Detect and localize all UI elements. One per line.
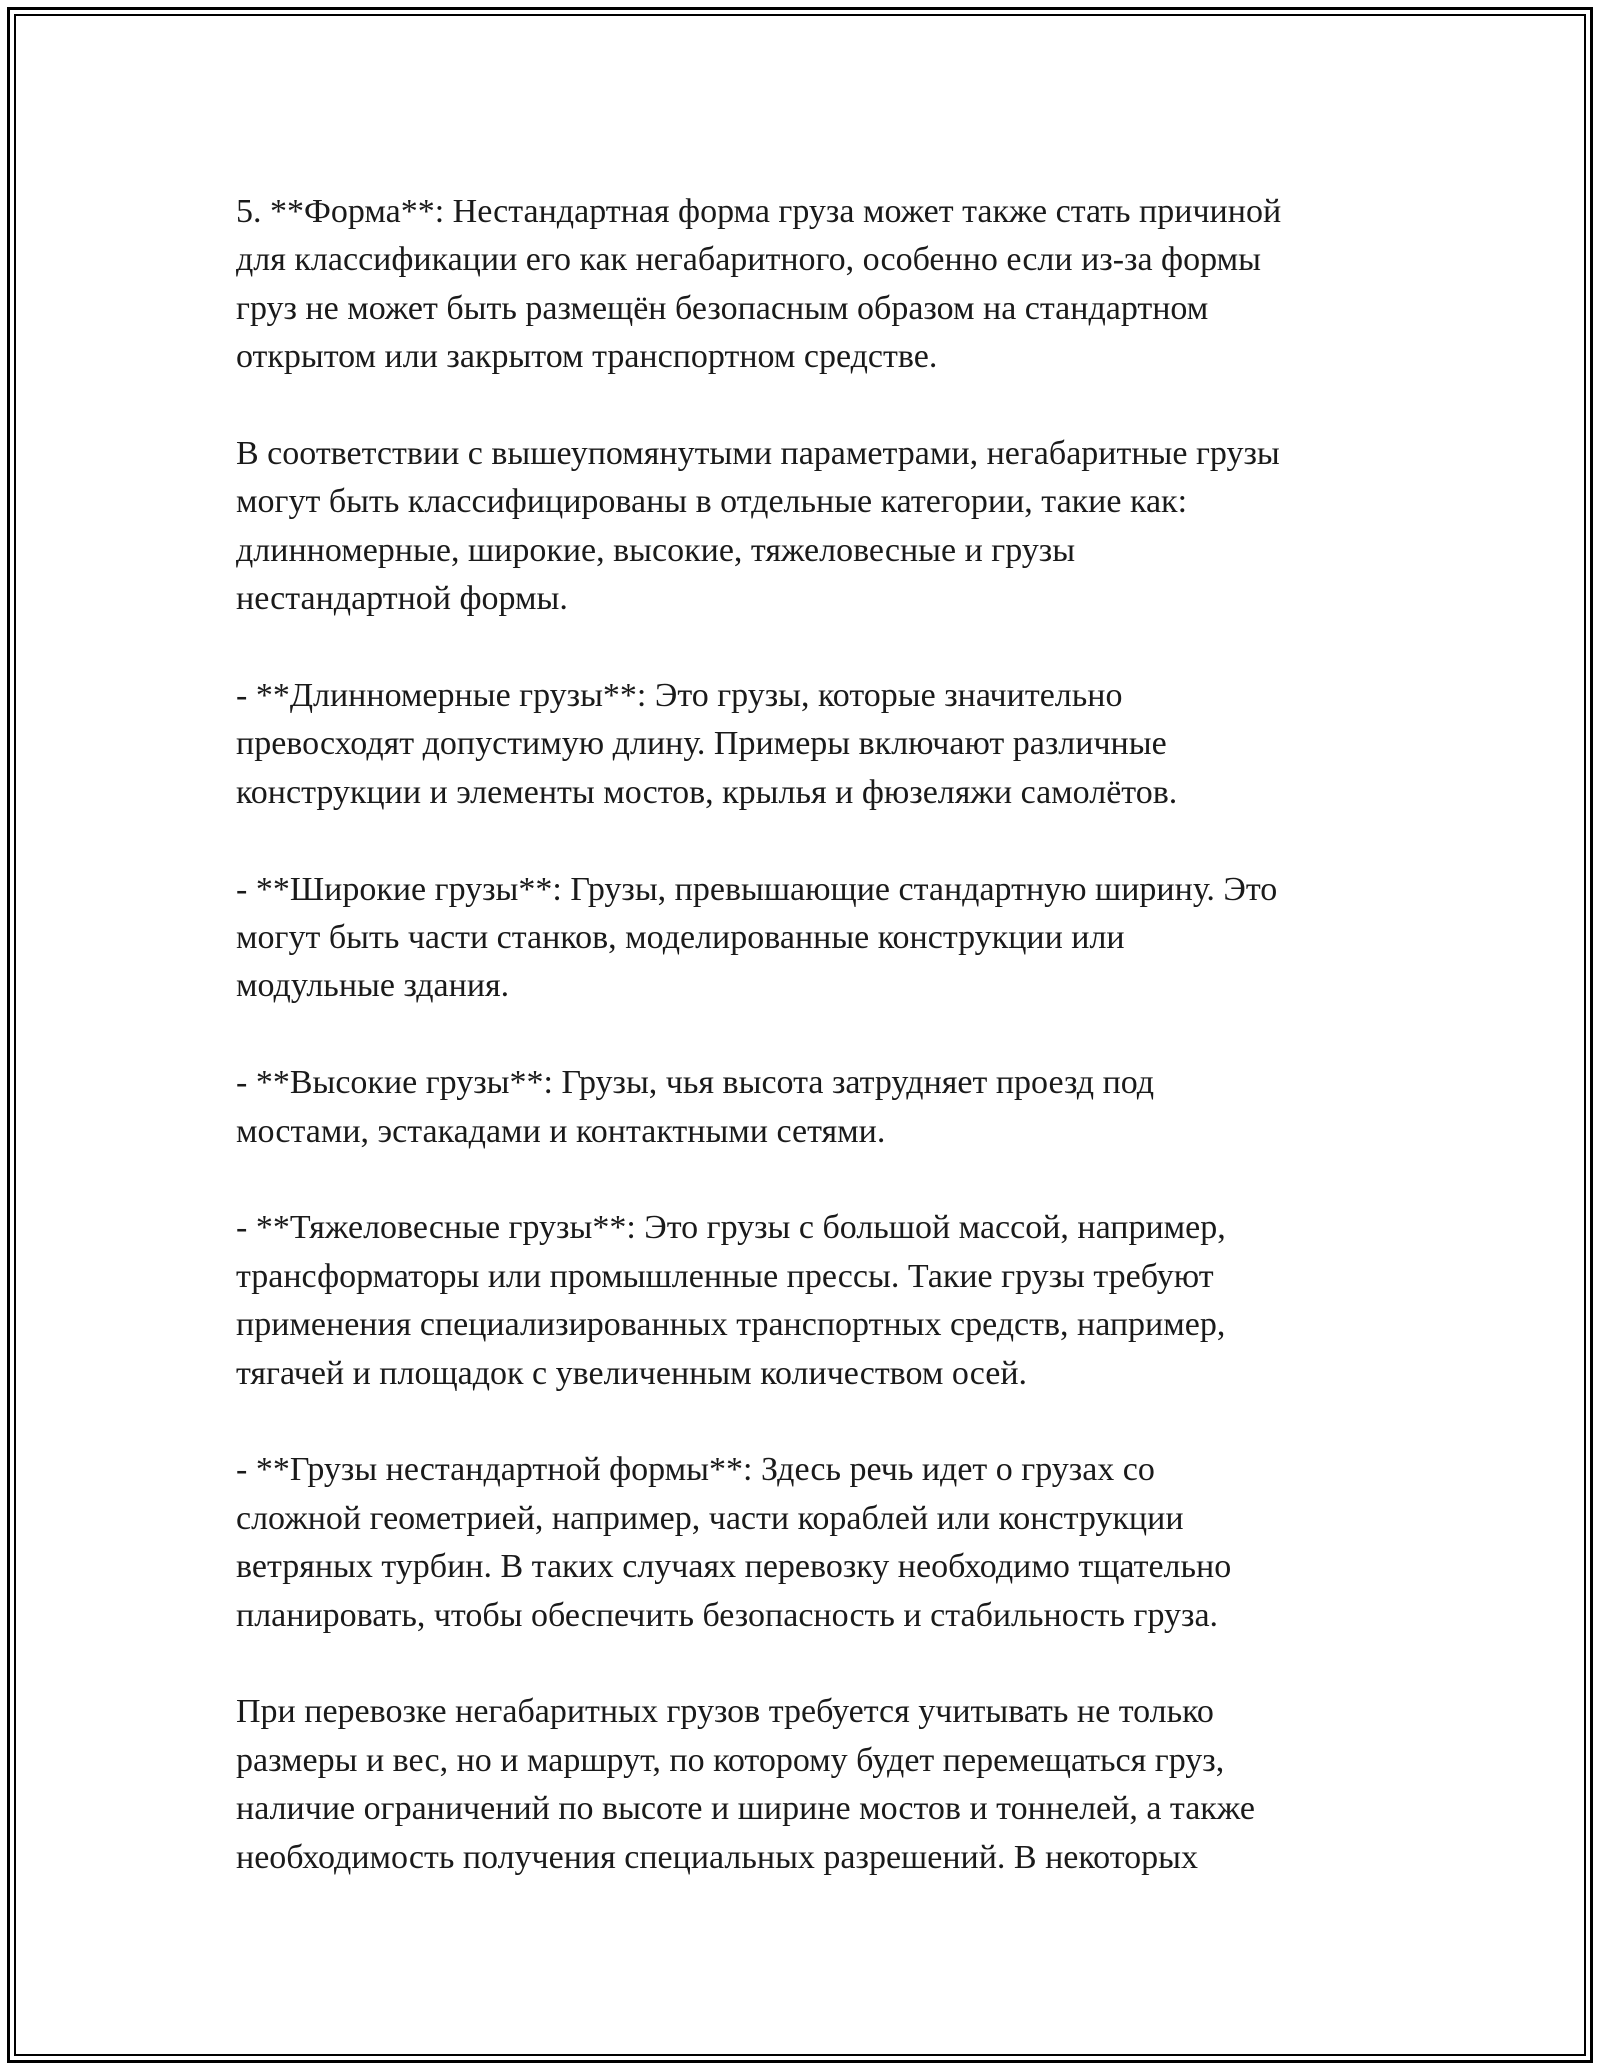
text-line: В соответствии с вышеупомянутыми параметрами, негабаритные грузы bbox=[236, 435, 1280, 473]
paragraph-irregular-cargo bbox=[236, 1446, 1386, 1640]
text-line: нестандартной формы. bbox=[236, 580, 568, 618]
text-line: могут быть классифицированы в отдельные категории, такие как: bbox=[236, 483, 1188, 521]
text-line: тягачей и площадок с увеличенным количеством осей. bbox=[236, 1354, 1028, 1392]
text-line: открытом или закрытом транспортном средстве. bbox=[236, 338, 938, 376]
text-line: ветряных турбин. В таких случаях перевозку необходимо тщательно bbox=[236, 1548, 1232, 1586]
text-line: - **Тяжеловесные грузы**: Это грузы с большой массой, например, bbox=[236, 1209, 1226, 1247]
paragraph-transport-requirements bbox=[236, 1688, 1386, 1882]
text-line: сложной геометрией, например, части кораблей или конструкции bbox=[236, 1499, 1184, 1537]
text-line: могут быть части станков, моделированные конструкции или bbox=[236, 919, 1125, 957]
text-line: планировать, чтобы обеспечить безопасность и стабильность груза. bbox=[236, 1596, 1219, 1634]
paragraph-tall-cargo bbox=[236, 1059, 1386, 1156]
text-line: длинномерные, широкие, высокие, тяжеловесные и грузы bbox=[236, 531, 1076, 569]
text-line: трансформаторы или промышленные прессы. Такие грузы требуют bbox=[236, 1257, 1214, 1295]
text-line: - **Длинномерные грузы**: Это грузы, которые значительно bbox=[236, 677, 1123, 715]
text-line: груз не может быть размещён безопасным образом на стандартном bbox=[236, 289, 1209, 327]
text-line: необходимость получения специальных разрешений. В некоторых bbox=[236, 1838, 1198, 1876]
text-line: конструкции и элементы мостов, крылья и фюзеляжи самолётов. bbox=[236, 773, 1178, 811]
paragraph-long-cargo bbox=[236, 672, 1386, 817]
document-body bbox=[236, 188, 1386, 1882]
text-line: мостами, эстакадами и контактными сетями. bbox=[236, 1112, 886, 1150]
text-line: При перевозке негабаритных грузов требуется учитывать не только bbox=[236, 1693, 1214, 1731]
paragraph-shape bbox=[236, 188, 1386, 382]
text-line: модульные здания. bbox=[236, 967, 510, 1005]
text-line: - **Высокие грузы**: Грузы, чья высота затрудняет проезд под bbox=[236, 1064, 1155, 1102]
text-line: наличие ограничений по высоте и ширине мостов и тоннелей, а также bbox=[236, 1790, 1255, 1828]
paragraph-heavy-cargo bbox=[236, 1204, 1386, 1398]
text-line: превосходят допустимую длину. Примеры включают различные bbox=[236, 725, 1167, 763]
paragraph-categories-intro bbox=[236, 430, 1386, 624]
text-line: - **Широкие грузы**: Грузы, превышающие стандартную ширину. Это bbox=[236, 870, 1278, 908]
text-line: для классификации его как негабаритного, особенно если из-за формы bbox=[236, 241, 1261, 279]
text-line: применения специализированных транспортных средств, например, bbox=[236, 1306, 1226, 1344]
paragraph-wide-cargo bbox=[236, 866, 1386, 1011]
text-line: 5. **Форма**: Нестандартная форма груза может также стать причиной bbox=[236, 193, 1282, 230]
text-line: - **Грузы нестандартной формы**: Здесь речь идет о грузах со bbox=[236, 1451, 1155, 1489]
text-line: размеры и вес, но и маршрут, по которому будет перемещаться груз, bbox=[236, 1741, 1225, 1779]
